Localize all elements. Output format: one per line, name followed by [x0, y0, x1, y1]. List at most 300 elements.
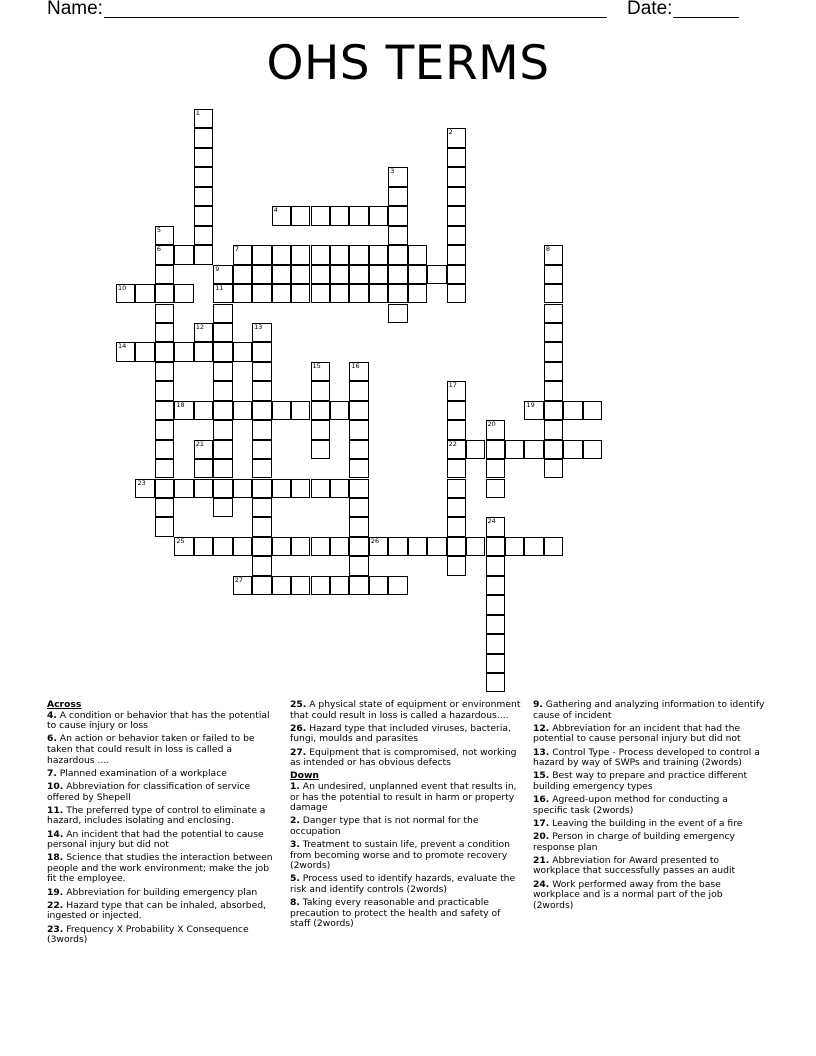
grid-cell[interactable] [135, 479, 154, 498]
grid-cell[interactable] [194, 479, 213, 498]
clue-number: 3 [390, 167, 395, 176]
page-title: OHS TERMS [266, 36, 550, 91]
grid-cell[interactable] [272, 537, 291, 556]
grid-cell[interactable] [408, 284, 427, 303]
grid-cell[interactable] [233, 576, 252, 595]
clue-text: Hazard type that can be inhaled, absorbed, ingested or injected. [47, 899, 267, 922]
grid-cell[interactable] [291, 537, 310, 556]
down-clue [533, 819, 765, 830]
grid-cell[interactable] [291, 206, 310, 225]
grid-cell[interactable] [135, 342, 154, 361]
grid-cell[interactable] [330, 265, 349, 284]
grid-cell[interactable] [272, 401, 291, 420]
grid-cell[interactable] [252, 245, 271, 264]
grid-cell[interactable] [544, 440, 563, 459]
across-clue [47, 888, 279, 899]
clue-num: 4. [47, 709, 57, 721]
grid-cell[interactable] [213, 401, 232, 420]
grid-cell[interactable] [583, 401, 602, 420]
grid-cell[interactable] [213, 381, 232, 400]
down-clue [290, 898, 522, 930]
grid-cell[interactable] [330, 245, 349, 264]
grid-cell[interactable] [155, 342, 174, 361]
down-clue [533, 795, 765, 816]
grid-cell[interactable] [194, 459, 213, 478]
clue-num: 16. [533, 794, 550, 806]
clue-num: 23. [47, 923, 64, 935]
grid-cell[interactable] [447, 556, 466, 575]
grid-cell[interactable] [447, 148, 466, 167]
across-clue [290, 748, 522, 769]
down-clue [533, 856, 765, 877]
across-clue [290, 700, 522, 721]
grid-cell[interactable] [233, 265, 252, 284]
grid-cell[interactable] [213, 265, 232, 284]
grid-cell[interactable] [311, 245, 330, 264]
clue-text: Frequency X Probability X Consequence (3words) [47, 923, 249, 946]
grid-cell[interactable] [544, 362, 563, 381]
grid-cell[interactable] [155, 479, 174, 498]
grid-cell[interactable] [369, 284, 388, 303]
grid-cell[interactable] [486, 420, 505, 439]
grid-cell[interactable] [544, 381, 563, 400]
grid-cell[interactable] [563, 401, 582, 420]
across-clue [47, 806, 279, 827]
grid-cell[interactable] [486, 634, 505, 653]
clue-text: Abbreviation for building emergency plan [63, 886, 258, 898]
across-clue [47, 782, 279, 803]
down-clue [290, 840, 522, 872]
grid-cell[interactable] [447, 128, 466, 147]
grid-cell[interactable] [486, 479, 505, 498]
grid-cell[interactable] [427, 265, 446, 284]
clue-text: Control Type - Process developed to control a hazard by way of SWPs and training (2words) [533, 746, 760, 769]
grid-cell[interactable] [272, 206, 291, 225]
grid-cell[interactable] [194, 342, 213, 361]
grid-cell[interactable] [311, 401, 330, 420]
grid-cell[interactable] [194, 187, 213, 206]
grid-cell[interactable] [388, 245, 407, 264]
grid-cell[interactable] [174, 245, 193, 264]
grid-cell[interactable] [544, 459, 563, 478]
grid-cell[interactable] [330, 479, 349, 498]
grid-cell[interactable] [233, 537, 252, 556]
grid-cell[interactable] [252, 401, 271, 420]
grid-cell[interactable] [349, 362, 368, 381]
grid-cell[interactable] [213, 323, 232, 342]
across-clue [47, 853, 279, 885]
grid-cell[interactable] [486, 556, 505, 575]
clue-num: 22. [47, 899, 64, 911]
clue-text: Agreed-upon method for conducting a specific task (2words) [533, 794, 728, 816]
clue-num: 19. [47, 886, 64, 898]
grid-cell[interactable] [174, 537, 193, 556]
grid-cell[interactable] [330, 401, 349, 420]
clue-number: 24 [487, 517, 496, 526]
grid-cell[interactable] [447, 245, 466, 264]
grid-cell[interactable] [252, 537, 271, 556]
clue-text: Abbreviation for classification of service offered by Shepell [47, 780, 251, 803]
grid-cell[interactable] [252, 342, 271, 361]
grid-cell[interactable] [272, 479, 291, 498]
grid-cell[interactable] [447, 167, 466, 186]
clue-text: Best way to prepare and practice different building emergency types [533, 770, 748, 792]
clue-number: 20 [487, 420, 496, 429]
grid-cell[interactable] [213, 284, 232, 303]
grid-cell[interactable] [486, 537, 505, 556]
down-clue [533, 748, 765, 769]
grid-cell[interactable] [330, 576, 349, 595]
grid-cell[interactable] [252, 576, 271, 595]
grid-cell[interactable] [369, 537, 388, 556]
clue-num: 9. [533, 699, 543, 710]
grid-cell[interactable] [349, 265, 368, 284]
grid-cell[interactable] [194, 128, 213, 147]
grid-cell[interactable] [486, 673, 505, 692]
grid-cell[interactable] [311, 362, 330, 381]
grid-cell[interactable] [349, 576, 368, 595]
grid-cell[interactable] [524, 537, 543, 556]
grid-cell[interactable] [272, 265, 291, 284]
grid-cell[interactable] [466, 440, 485, 459]
grid-cell[interactable] [213, 362, 232, 381]
clue-text: A physical state of equipment or environment that could result in loss is called a hazardous.... [290, 699, 521, 721]
grid-cell[interactable] [135, 284, 154, 303]
grid-cell[interactable] [311, 265, 330, 284]
clue-text: Science that studies the interaction between people and the work environment; make the job fit the employee. [47, 852, 273, 885]
grid-cell[interactable] [252, 459, 271, 478]
across-heading: Across [47, 699, 82, 710]
clue-num: 7. [47, 767, 57, 779]
clue-num: 25. [290, 699, 307, 710]
grid-cell[interactable] [408, 245, 427, 264]
grid-cell[interactable] [486, 576, 505, 595]
grid-cell[interactable] [155, 226, 174, 245]
grid-cell[interactable] [369, 245, 388, 264]
across-clue [47, 830, 279, 851]
grid-cell[interactable] [447, 187, 466, 206]
grid-cell[interactable] [427, 537, 446, 556]
grid-cell[interactable] [388, 284, 407, 303]
grid-cell[interactable] [311, 381, 330, 400]
grid-cell[interactable] [252, 284, 271, 303]
clue-text: An action or behavior taken or failed to be taken that could result in loss is called a hazardous .... [47, 733, 255, 766]
clue-number: 27 [234, 575, 243, 584]
grid-cell[interactable] [194, 148, 213, 167]
grid-cell[interactable] [194, 440, 213, 459]
grid-cell[interactable] [369, 206, 388, 225]
grid-cell[interactable] [388, 167, 407, 186]
grid-cell[interactable] [194, 245, 213, 264]
clue-text: Taking every reasonable and practicable precaution to protect the health and safety of staff (2words) [290, 897, 501, 930]
clue-number: 26 [370, 536, 380, 545]
clue-num: 11. [47, 804, 64, 816]
clue-number: 19 [526, 400, 535, 409]
grid-cell[interactable] [194, 401, 213, 420]
grid-cell[interactable] [311, 576, 330, 595]
clue-text: Work performed away from the base workplace and is a normal part of the job (2words) [533, 878, 723, 911]
grid-cell[interactable] [291, 401, 310, 420]
grid-cell[interactable] [291, 265, 310, 284]
grid-cell[interactable] [447, 420, 466, 439]
grid-cell[interactable] [349, 245, 368, 264]
clue-text: Process used to identify hazards, evaluate the risk and identify controls (2words) [290, 873, 516, 896]
grid-cell[interactable] [486, 517, 505, 536]
grid-cell[interactable] [116, 342, 135, 361]
grid-cell[interactable] [544, 537, 563, 556]
grid-cell[interactable] [466, 537, 485, 556]
grid-cell[interactable] [349, 401, 368, 420]
across-clue [47, 711, 279, 732]
grid-cell[interactable] [252, 362, 271, 381]
grid-cell[interactable] [349, 420, 368, 439]
grid-cell[interactable] [408, 265, 427, 284]
grid-cell[interactable] [155, 440, 174, 459]
clue-text: Planned examination of a workplace [56, 767, 227, 779]
grid-cell[interactable] [194, 226, 213, 245]
grid-cell[interactable] [408, 537, 427, 556]
grid-cell[interactable] [544, 401, 563, 420]
clue-text: Abbreviation for an incident that had the potential to cause personal injury but did not [533, 722, 741, 745]
grid-cell[interactable] [272, 284, 291, 303]
down-clue [290, 782, 522, 814]
grid-cell[interactable] [174, 479, 193, 498]
grid-cell[interactable] [194, 323, 213, 342]
grid-cell[interactable] [155, 323, 174, 342]
grid-cell[interactable] [174, 284, 193, 303]
grid-cell[interactable] [155, 420, 174, 439]
grid-cell[interactable] [252, 381, 271, 400]
grid-cell[interactable] [544, 420, 563, 439]
grid-cell[interactable] [505, 440, 524, 459]
grid-cell[interactable] [252, 517, 271, 536]
clue-number: 5 [156, 225, 162, 234]
grid-cell[interactable] [116, 284, 135, 303]
grid-cell[interactable] [233, 342, 252, 361]
grid-cell[interactable] [524, 440, 543, 459]
grid-cell[interactable] [155, 381, 174, 400]
clue-num: 24. [533, 878, 550, 890]
clue-number: 10 [118, 284, 127, 293]
grid-cell[interactable] [544, 304, 563, 323]
grid-cell[interactable] [233, 401, 252, 420]
grid-cell[interactable] [447, 459, 466, 478]
clue-num: 21. [533, 854, 550, 866]
grid-cell[interactable] [194, 109, 213, 128]
grid-cell[interactable] [388, 265, 407, 284]
grid-cell[interactable] [194, 167, 213, 186]
grid-cell[interactable] [447, 265, 466, 284]
grid-cell[interactable] [486, 615, 505, 634]
grid-cell[interactable] [349, 284, 368, 303]
down-clue [290, 874, 522, 895]
clue-number: 14 [118, 342, 127, 351]
clue-number: 1 [195, 109, 200, 117]
grid-cell[interactable] [213, 304, 232, 323]
grid-cell[interactable] [252, 479, 271, 498]
clue-num: 5. [290, 873, 300, 885]
grid-cell[interactable] [486, 595, 505, 614]
grid-cell[interactable] [544, 245, 563, 264]
grid-cell[interactable] [291, 479, 310, 498]
grid-cell[interactable] [544, 342, 563, 361]
grid-cell[interactable] [291, 576, 310, 595]
down-clue [533, 771, 765, 792]
across-clue [290, 724, 522, 745]
grid-cell[interactable] [155, 498, 174, 517]
grid-cell[interactable] [155, 459, 174, 478]
clue-text: An incident that had the potential to cause personal injury but did not [47, 828, 264, 851]
clue-num: 20. [533, 831, 550, 843]
across-clue [47, 769, 279, 780]
grid-cell[interactable] [349, 440, 368, 459]
clue-text: Abbreviation for Award presented to workplace that successfully passes an audit [533, 854, 736, 877]
grid-cell[interactable] [349, 517, 368, 536]
grid-cell[interactable] [252, 420, 271, 439]
name-label: Name: [47, 0, 103, 19]
grid-cell[interactable] [388, 206, 407, 225]
grid-cell[interactable] [388, 537, 407, 556]
grid-cell[interactable] [388, 576, 407, 595]
clue-number: 15 [312, 361, 321, 370]
clue-number: 25 [176, 536, 185, 545]
grid-cell[interactable] [505, 537, 524, 556]
grid-cell[interactable] [349, 498, 368, 517]
grid-cell[interactable] [291, 245, 310, 264]
clue-number: 17 [448, 381, 457, 390]
grid-cell[interactable] [213, 459, 232, 478]
grid-cell[interactable] [311, 479, 330, 498]
clue-number: 21 [195, 439, 205, 448]
grid-cell[interactable] [447, 401, 466, 420]
grid-cell[interactable] [388, 187, 407, 206]
grid-cell[interactable] [291, 284, 310, 303]
grid-cell[interactable] [213, 479, 232, 498]
down-clue [533, 724, 765, 745]
grid-cell[interactable] [447, 479, 466, 498]
grid-cell[interactable] [155, 245, 174, 264]
clue-text: Person in charge of building emergency response plan [533, 831, 735, 853]
grid-cell[interactable] [233, 479, 252, 498]
grid-cell[interactable] [349, 459, 368, 478]
grid-cell[interactable] [252, 556, 271, 575]
grid-cell[interactable] [388, 226, 407, 245]
clue-num: 6. [47, 733, 57, 745]
grid-cell[interactable] [544, 323, 563, 342]
grid-cell[interactable] [330, 284, 349, 303]
grid-cell[interactable] [544, 284, 563, 303]
clue-number: 18 [176, 400, 185, 409]
grid-cell[interactable] [252, 265, 271, 284]
grid-cell[interactable] [563, 440, 582, 459]
grid-cell[interactable] [349, 206, 368, 225]
grid-cell[interactable] [447, 226, 466, 245]
grid-cell[interactable] [311, 206, 330, 225]
grid-cell[interactable] [486, 440, 505, 459]
clue-text: Leaving the building in the event of a fire [549, 817, 743, 829]
clue-column-1 [47, 700, 279, 948]
clue-number: 11 [215, 284, 224, 293]
grid-cell[interactable] [213, 342, 232, 361]
grid-cell[interactable] [311, 537, 330, 556]
grid-cell[interactable] [486, 459, 505, 478]
clue-num: 17. [533, 817, 550, 829]
grid-cell[interactable] [447, 206, 466, 225]
grid-cell[interactable] [311, 440, 330, 459]
grid-cell[interactable] [447, 498, 466, 517]
clue-num: 18. [47, 852, 64, 864]
grid-cell[interactable] [155, 304, 174, 323]
grid-cell[interactable] [213, 440, 232, 459]
grid-cell[interactable] [252, 498, 271, 517]
grid-cell[interactable] [272, 576, 291, 595]
grid-cell[interactable] [447, 284, 466, 303]
grid-cell[interactable] [194, 206, 213, 225]
clue-number: 8 [545, 245, 551, 254]
clue-num: 1. [290, 780, 300, 792]
across-clue [47, 925, 279, 946]
grid-cell[interactable] [252, 323, 271, 342]
grid-cell[interactable] [388, 304, 407, 323]
clue-num: 8. [290, 897, 300, 909]
clues-section [0, 700, 816, 1000]
grid-cell[interactable] [155, 517, 174, 536]
grid-cell[interactable] [174, 401, 193, 420]
clue-column-2 [290, 700, 522, 933]
grid-cell[interactable] [311, 284, 330, 303]
grid-cell[interactable] [233, 245, 252, 264]
grid-cell[interactable] [330, 206, 349, 225]
grid-cell[interactable] [486, 654, 505, 673]
grid-cell[interactable] [447, 517, 466, 536]
grid-cell[interactable] [544, 265, 563, 284]
grid-cell[interactable] [524, 401, 543, 420]
grid-cell[interactable] [194, 537, 213, 556]
grid-cell[interactable] [311, 420, 330, 439]
down-clue [533, 832, 765, 853]
grid-cell[interactable] [447, 440, 466, 459]
across-clue [47, 901, 279, 922]
grid-cell[interactable] [349, 556, 368, 575]
grid-cell[interactable] [349, 479, 368, 498]
grid-cell[interactable] [213, 420, 232, 439]
grid-cell[interactable] [349, 537, 368, 556]
grid-cell[interactable] [155, 362, 174, 381]
grid-cell[interactable] [369, 576, 388, 595]
grid-cell[interactable] [233, 284, 252, 303]
grid-cell[interactable] [272, 245, 291, 264]
grid-cell[interactable] [583, 440, 602, 459]
grid-cell[interactable] [447, 381, 466, 400]
clue-num: 10. [47, 780, 64, 792]
clue-num: 27. [290, 746, 307, 758]
grid-cell[interactable] [155, 265, 174, 284]
grid-cell[interactable] [155, 284, 174, 303]
grid-cell[interactable] [174, 342, 193, 361]
grid-cell[interactable] [252, 440, 271, 459]
grid-cell[interactable] [369, 265, 388, 284]
across-clue [47, 734, 279, 766]
grid-cell[interactable] [330, 537, 349, 556]
grid-cell[interactable] [447, 537, 466, 556]
clue-text: Danger type that is not normal for the occupation [290, 815, 479, 837]
grid-cell[interactable] [155, 401, 174, 420]
grid-cell[interactable] [213, 537, 232, 556]
grid-cell[interactable] [213, 498, 232, 517]
clue-number: 23 [137, 478, 146, 487]
grid-cell[interactable] [349, 381, 368, 400]
clue-text: Equipment that is compromised, not working as intended or has obvious defects [290, 746, 517, 769]
